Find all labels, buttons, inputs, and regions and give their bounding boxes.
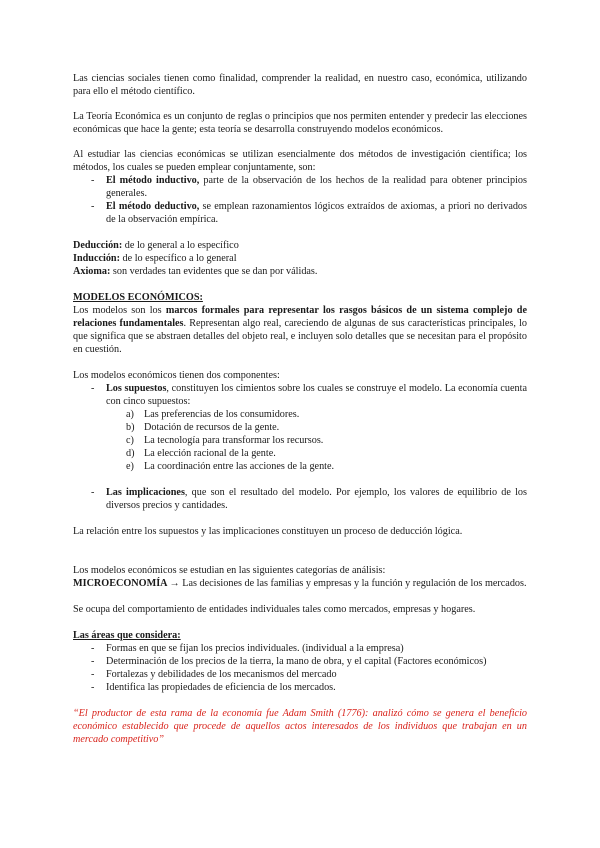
definition-axioma [73, 265, 527, 278]
intro-paragraph: Las ciencias sociales tienen como finalidad, comprender la realidad, en nuestro caso, económica, utilizando para ello el método científico. [73, 73, 527, 97]
dash-marker: - [91, 643, 95, 654]
list-marker: a) [126, 409, 134, 420]
supuesto-item [73, 434, 527, 447]
supuesto-item [73, 421, 527, 434]
definition-term: Inducción: [73, 253, 120, 264]
metodo-title: El método deductivo, [106, 201, 200, 212]
area-item [73, 642, 527, 655]
definition-term: Axioma: [73, 266, 111, 277]
modelos-text-bold: marcos formales para representar los rasgos básicos de un sistema complejo de relaciones fundamentales [73, 305, 527, 329]
metodos-paragraph: Al estudiar las ciencias económicas se utilizan esencialmente dos métodos de investigación científica; los métodos, los cuales se pueden emplear conjuntamente, son: [73, 149, 527, 173]
microeconomia-paragraph [73, 577, 527, 590]
dash-marker: - [91, 487, 95, 498]
area-text: Formas en que se fijan los precios individuales. (individual a la empresa) [106, 643, 404, 654]
metodo-deductivo-item [73, 200, 527, 226]
supuesto-text: Las preferencias de los consumidores. [144, 409, 300, 420]
dash-marker: - [91, 682, 95, 693]
metodo-title: El método inductivo, [106, 175, 200, 186]
area-text: Determinación de los precios de la tierra, la mano de obra, y el capital (Factores económicos) [106, 656, 487, 667]
definition-term: Deducción: [73, 240, 123, 251]
supuesto-text: La elección racional de la gente. [144, 448, 276, 459]
definition-deduccion [73, 239, 527, 252]
supuesto-text: La tecnología para transformar los recursos. [144, 435, 324, 446]
metodo-text: se emplean razonamientos lógicos extraídos de axiomas, a priori no derivados de la observación empírica. [106, 201, 527, 225]
metodo-text: parte de la observación de los hechos de la realidad para obtener principios generales. [106, 175, 527, 199]
dash-marker: - [91, 656, 95, 667]
dash-marker: - [91, 201, 95, 212]
microeconomia-term: MICROECONOMÍA → [73, 578, 180, 589]
supuestos-text: , constituyen los cimientos sobre los cuales se construye el modelo. La economía cuenta con cinco supuestos: [106, 383, 527, 407]
area-text: Fortalezas y debilidades de los mecanismos del mercado [106, 669, 337, 680]
dash-marker: - [91, 383, 95, 394]
implicaciones-title: Las implicaciones [106, 487, 185, 498]
supuestos-title: Los supuestos [106, 383, 167, 394]
adam-smith-quote: “El productor de esta rama de la economía fue Adam Smith (1776): analizó cómo se genera el beneficio económico establecido que procede de aquellos actos interesados de los individuos que trabajan en un mercado competitivo” [73, 708, 527, 745]
componentes-intro: Los modelos económicos tienen dos componentes: [73, 370, 280, 381]
teoria-paragraph: La Teoría Económica es un conjunto de reglas o principios que nos permiten entender y predecir las elecciones económicas que hace la gente; esta teoría se desarrolla construyendo modelos económicos. [73, 111, 527, 135]
list-marker: d) [126, 448, 135, 459]
ocupa-paragraph: Se ocupa del comportamiento de entidades individuales tales como mercados, empresas y hogares. [73, 604, 476, 615]
categorias-paragraph: Los modelos económicos se estudian en las siguientes categorías de análisis: [73, 565, 386, 576]
supuesto-item [73, 460, 527, 473]
modelos-text-a: Los modelos son los [73, 305, 166, 316]
definition-text: de lo general a lo específico [122, 240, 239, 251]
area-item [73, 681, 527, 694]
area-item [73, 655, 527, 668]
modelos-heading: MODELOS ECONÓMICOS: [73, 292, 203, 303]
supuesto-text: La coordinación entre las acciones de la gente. [144, 461, 335, 472]
modelos-paragraph [73, 304, 527, 356]
dash-marker: - [91, 669, 95, 680]
supuesto-item [73, 447, 527, 460]
list-marker: c) [126, 435, 134, 446]
supuesto-text: Dotación de recursos de la gente. [144, 422, 280, 433]
definition-text: son verdades tan evidentes que se dan por válidas. [110, 266, 318, 277]
metodo-inductivo-item [73, 174, 527, 200]
areas-heading: Las áreas que considera: [73, 630, 181, 641]
supuesto-item [73, 408, 527, 421]
implicaciones-text: , que son el resultado del modelo. Por ejemplo, los valores de equilibrio de los diversos precios y cantidades. [106, 487, 527, 511]
modelos-text-c: . Representan algo real, careciendo de algunas de sus características principales, lo que significa que se abstraen detalles del objeto real, e incluyen solo detalles que se necesitan para el propósito en cuestión. [73, 318, 527, 355]
area-item [73, 668, 527, 681]
dash-marker: - [91, 175, 95, 186]
area-text: Identifica las propiedades de eficiencia de los mercados. [106, 682, 336, 693]
supuestos-item [73, 382, 527, 408]
definition-text: de lo específico a lo general [120, 253, 237, 264]
definition-induccion [73, 252, 527, 265]
list-marker: e) [126, 461, 134, 472]
document-body [73, 72, 527, 746]
list-marker: b) [126, 422, 135, 433]
microeconomia-text: Las decisiones de las familias y empresas y la función y regulación de los mercados. [179, 578, 527, 589]
implicaciones-item [73, 486, 527, 512]
relacion-paragraph: La relación entre los supuestos y las implicaciones constituyen un proceso de deducción lógica. [73, 526, 463, 537]
